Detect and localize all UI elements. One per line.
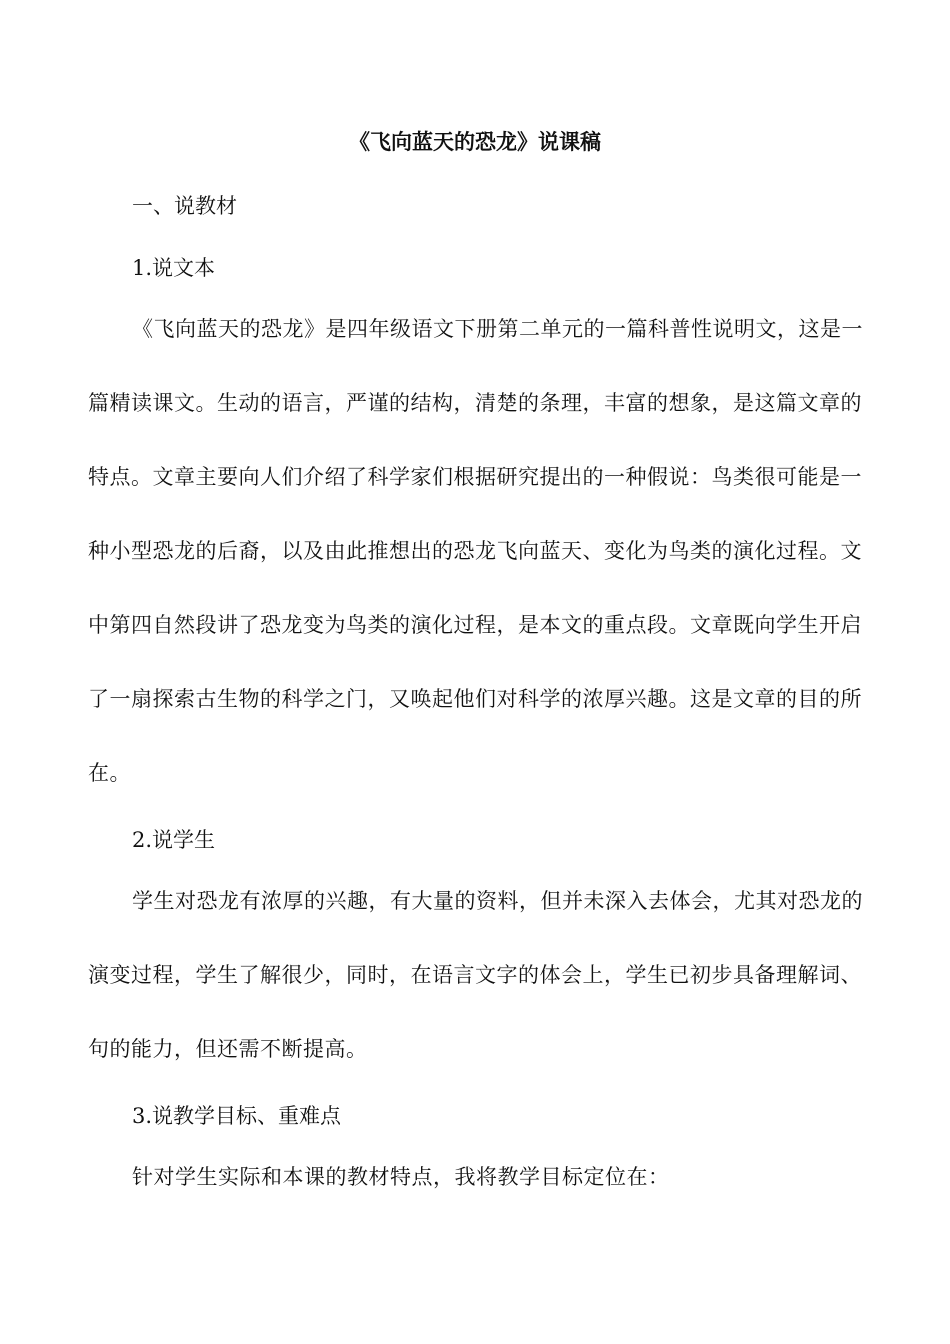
document-title: 《飞向蓝天的恐龙》说课稿: [349, 129, 601, 154]
paragraph-students: 学生对恐龙有浓厚的兴趣，有大量的资料，但并未深入去体会，尤其对恐龙的演变过程，学生了解很少，同时，在语言文字的体会上，学生已初步具备理解词、句的能力，但还需不断提高。: [88, 889, 863, 1061]
subheading-text: 1.说文本: [132, 256, 216, 280]
section-heading-textbook: 一、说教材: [132, 194, 237, 218]
paragraph-text-analysis: 《飞向蓝天的恐龙》是四年级语文下册第二单元的一篇科普性说明文，这是一篇精读课文。生动的语言，严谨的结构，清楚的条理，丰富的想象，是这篇文章的特点。文章主要向人们介绍了科学家们根据研究提出的一种假说：鸟类很可能是一种小型恐龙的后裔，以及由此推想出的恐龙飞向蓝天、变化为鸟类的演化过程。文中第四自然段讲了恐龙变为鸟类的演化过程，是本文的重点段。文章既向学生开启了一扇探索古生物的科学之门，又唤起他们对科学的浓厚兴趣。这是文章的目的所在。: [88, 317, 863, 785]
paragraph-goals: 针对学生实际和本课的教材特点，我将教学目标定位在：: [132, 1165, 670, 1189]
subheading-students: 2.说学生: [132, 828, 216, 852]
subheading-goals: 3.说教学目标、重难点: [132, 1104, 342, 1128]
